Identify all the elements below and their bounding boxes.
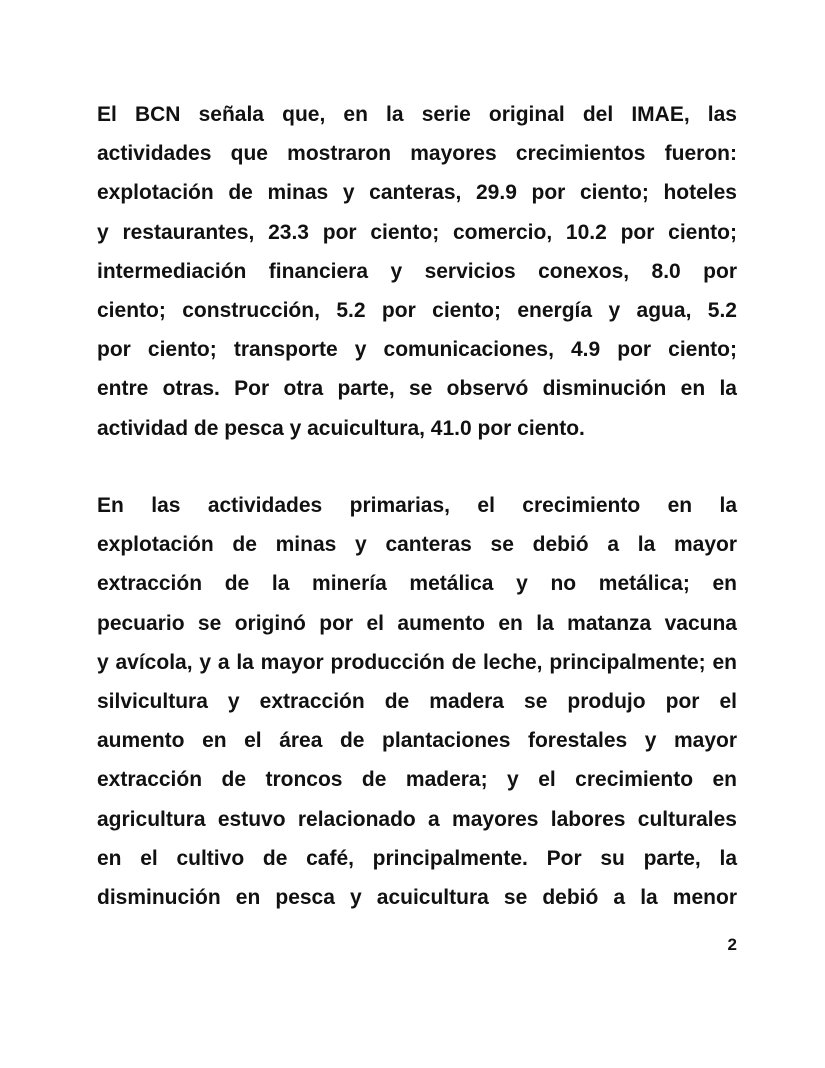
text-line: extracción de troncos de madera; y el crecimiento en xyxy=(97,768,737,792)
page-number: 2 xyxy=(727,935,737,954)
text-line: pecuario se originó por el aumento en la matanza vacuna xyxy=(97,611,737,635)
text-line: El BCN señala que, en la serie original del IMAE, las xyxy=(97,103,737,126)
text-line: agricultura estuvo relacionado a mayores labores culturales xyxy=(97,807,737,831)
text-line: y avícola, y a la mayor producción de leche, principalmente; en xyxy=(97,650,737,674)
text-line: explotación de minas y canteras se debió a la mayor xyxy=(97,533,737,557)
text-line: aumento en el área de plantaciones forestales y mayor xyxy=(97,729,737,753)
text-line: intermediación financiera y servicios conexos, 8.0 por xyxy=(97,259,737,283)
text-line: en el cultivo de café, principalmente. Por su parte, la xyxy=(97,846,737,870)
text-line: En las actividades primarias, el crecimiento en la xyxy=(97,494,737,517)
paragraph-imae-growth xyxy=(97,95,737,448)
text-line: ciento; construcción, 5.2 por ciento; energía y agua, 5.2 xyxy=(97,298,737,322)
text-line: actividad de pesca y acuicultura, 41.0 por ciento. xyxy=(97,416,585,440)
text-line: por ciento; transporte y comunicaciones, 4.9 por ciento; xyxy=(97,338,737,362)
text-line: y restaurantes, 23.3 por ciento; comercio, 10.2 por ciento; xyxy=(97,220,737,244)
text-line: disminución en pesca y acuicultura se debió a la menor xyxy=(97,885,737,909)
text-line: explotación de minas y canteras, 29.9 por ciento; hoteles xyxy=(97,181,737,205)
text-line: silvicultura y extracción de madera se produjo por el xyxy=(97,689,737,713)
text-line: extracción de la minería metálica y no metálica; en xyxy=(97,572,737,596)
paragraph-primary-activities xyxy=(97,486,737,917)
text-line: actividades que mostraron mayores crecimientos fueron: xyxy=(97,142,737,166)
text-line: entre otras. Por otra parte, se observó disminución en la xyxy=(97,377,737,401)
